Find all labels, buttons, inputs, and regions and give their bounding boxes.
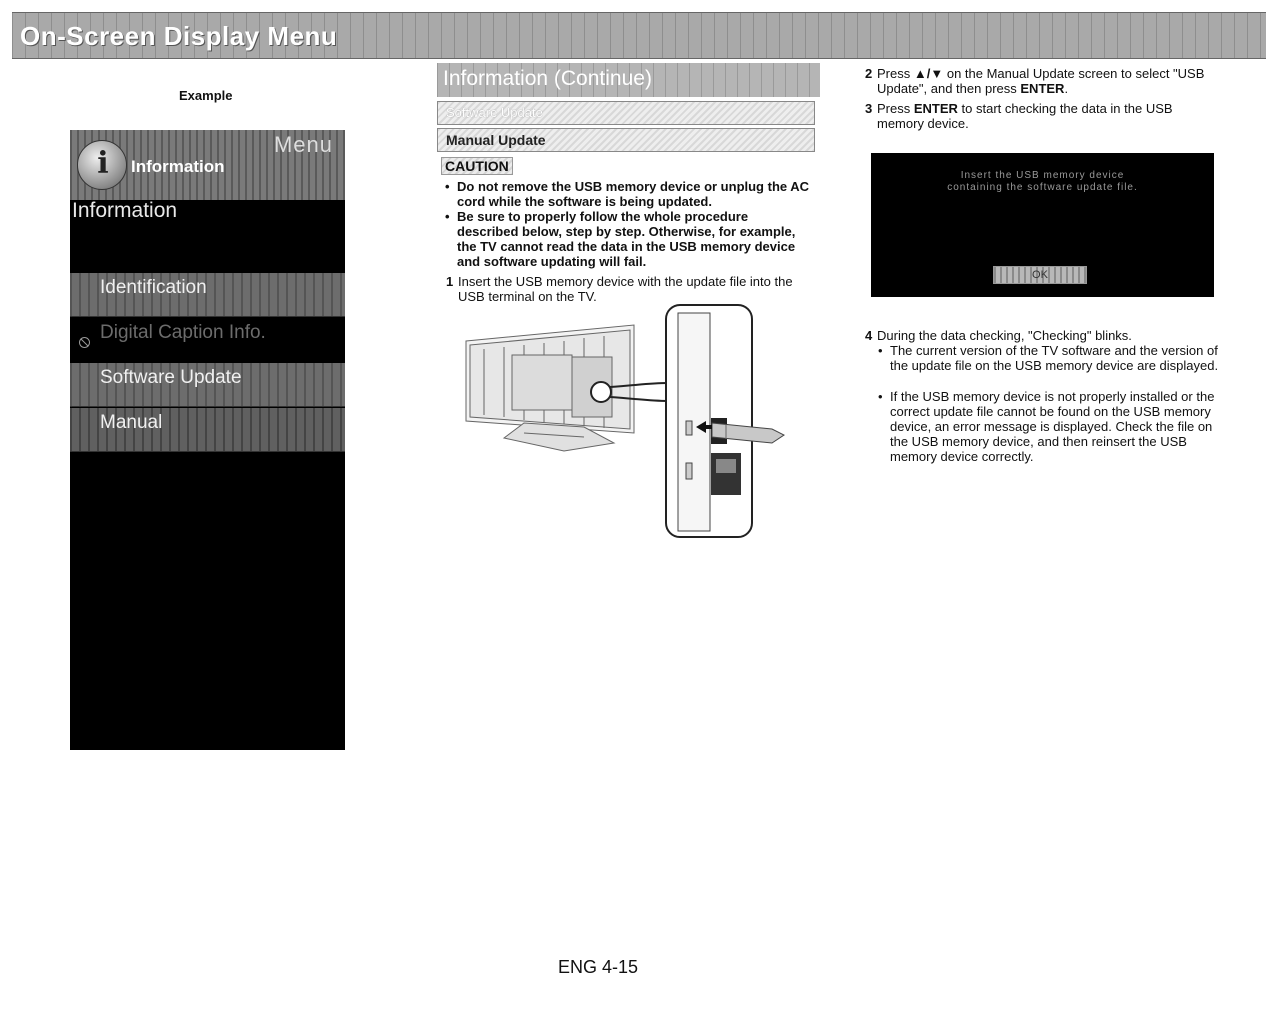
subsection-label: Manual Update (446, 132, 546, 148)
tv-menu-item-label: Manual (100, 412, 163, 433)
usb-insertion-illustration (464, 303, 794, 543)
caution-bullet-text: Do not remove the USB memory device or unplug the AC cord while the software is being updated. (457, 179, 810, 209)
page-header-banner (12, 12, 1266, 59)
step-number: 2 (865, 66, 873, 81)
step-4-bullet (878, 389, 1230, 464)
up-down-arrows-icon: ▲/▼ (913, 66, 944, 81)
tv-menu-label: Menu (273, 132, 333, 157)
usb-port-zoom-circle (591, 382, 611, 402)
step-number: 3 (865, 101, 873, 116)
step-1 (446, 274, 813, 304)
tv-menu-screenshot (70, 130, 345, 750)
dialog-message-line: Insert the USB memory device (960, 170, 1125, 181)
bullet-icon: • (445, 179, 450, 194)
step-text: . (1064, 81, 1069, 96)
step-number: 4 (865, 328, 873, 343)
step-text: Insert the USB memory device with the update file into the USB terminal on the TV. (458, 274, 793, 304)
caution-bullet (445, 179, 817, 209)
dialog-message-line: containing the software update file. (947, 182, 1138, 193)
subsection-manual-update (437, 128, 815, 152)
ok-button[interactable] (993, 266, 1087, 284)
caution-label: CAUTION (445, 158, 509, 174)
step-4 (865, 328, 1227, 343)
tv-menu-item-label: Software Update (100, 367, 242, 388)
unavailable-icon (79, 337, 90, 348)
tv-menu-badge-label: Information (131, 157, 225, 176)
step-3 (865, 101, 1222, 131)
page-number: ENG 4-15 (557, 957, 639, 977)
example-label: Example (179, 88, 233, 103)
section-header (437, 63, 820, 97)
caution-label-box (441, 157, 513, 175)
bullet-icon: • (878, 389, 883, 404)
enter-key-label: ENTER (1020, 81, 1065, 96)
step-4-bullet-text: The current version of the TV software and the version of the update file on the USB memory device are displayed. (890, 343, 1219, 373)
usb-terminal-closeup (666, 305, 752, 537)
ok-button-label: OK (1032, 269, 1048, 281)
step-text: on the Manual Update screen to select "USB Update", and then press (877, 66, 1205, 96)
bullet-icon: • (445, 209, 450, 224)
subsection-label: Software Update (446, 105, 543, 120)
step-4-bullet-text: If the USB memory device is not properly installed or the correct update file cannot be found on the USB memory device, an error message is displayed. Check the file on the USB memory device, and then reinsert the USB memory device correctly. (890, 389, 1215, 464)
step-text: Press (877, 101, 911, 116)
step-number: 1 (446, 274, 454, 289)
usb-update-dialog (871, 153, 1214, 297)
section-title: Information (Continue) (443, 67, 652, 90)
enter-key-label: ENTER (913, 101, 958, 116)
step-text: Press (877, 66, 911, 81)
tv-menu-title: Information (72, 199, 178, 222)
tv-menu-item-software-update[interactable] (70, 363, 345, 407)
caution-bullet (445, 209, 802, 269)
subsection-software-update (437, 101, 815, 125)
information-icon (77, 140, 127, 190)
tv-menu-item-label: Digital Caption Info. (100, 322, 266, 343)
insert-arrow-shaft (704, 425, 712, 429)
tv-menu-item-label: Identification (100, 277, 207, 298)
information-icon-glyph: i (97, 146, 109, 181)
tv-menu-item-identification[interactable] (70, 273, 345, 317)
page-title: On-Screen Display Menu (20, 21, 338, 51)
tv-menu-item-digital-caption-info (70, 318, 345, 362)
step-text: to start checking the data in the USB memory device. (877, 101, 1173, 131)
tv-menu-header (70, 130, 345, 200)
step-text: During the data checking, "Checking" blinks. (877, 328, 1132, 343)
bullet-icon: • (878, 343, 883, 358)
caution-bullet-text: Be sure to properly follow the whole procedure described below, step by step. Otherwise, for example, the TV cannot read the data in the USB memory device and software updating will fail. (457, 209, 796, 269)
step-4-bullet (878, 343, 1230, 373)
tv-menu-item-manual[interactable] (70, 408, 345, 452)
step-2 (865, 66, 1229, 96)
